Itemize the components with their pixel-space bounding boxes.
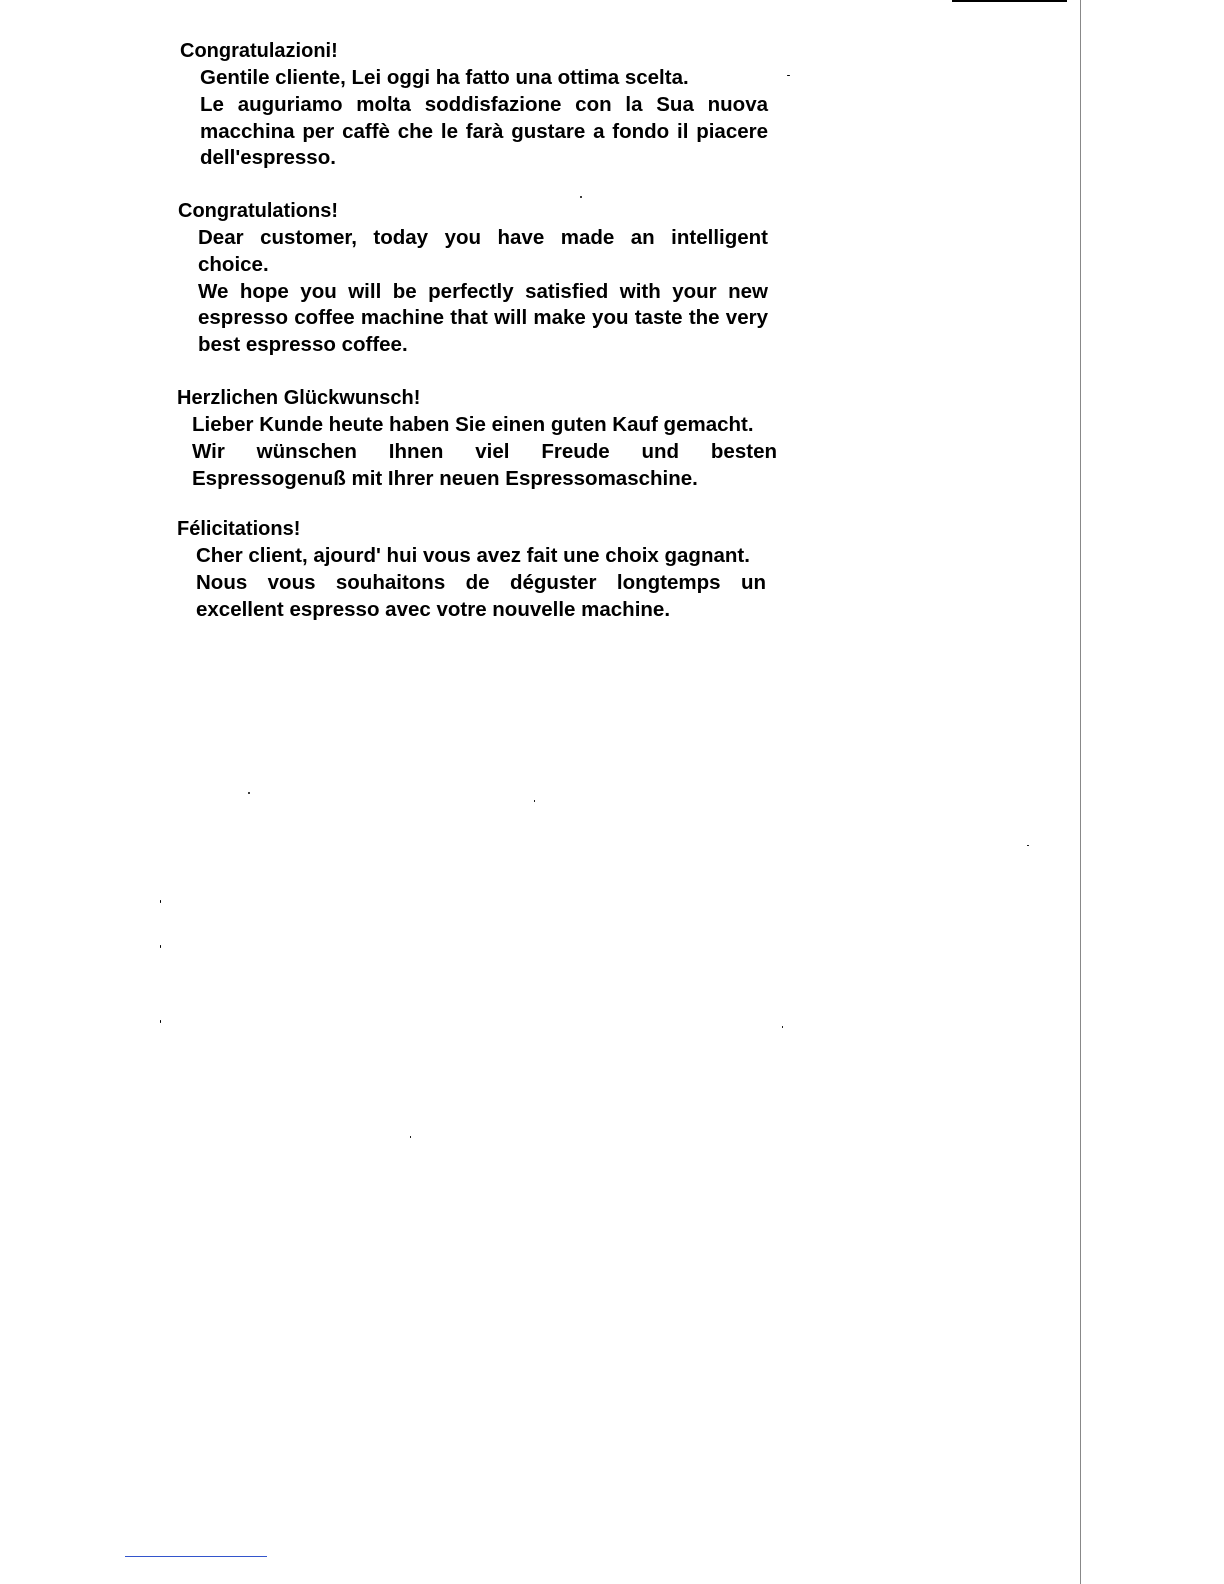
scan-speck [248,792,250,794]
english-line-2: We hope you will be perfectly satisfied with your new espresso coffee machine that will make you taste the very best espresso coffee. [198,279,768,357]
bottom-rule [125,1556,267,1557]
scan-speck [787,75,790,76]
french-line-2: Nous vous souhaitons de déguster longtemps un excellent espresso avec votre nouvelle machine. [196,570,766,621]
german-line-2: Wir wünschen Ihnen viel Freude und besten Espressogenuß mit Ihrer neuen Espressomaschine. [192,439,777,490]
section-german [177,385,777,492]
english-line-1: Dear customer, today you have made an intelligent choice. [198,226,768,276]
german-line-1: Lieber Kunde heute haben Sie einen guten Kauf gemacht. [192,413,754,436]
heading-italian: Congratulazioni! [180,40,338,62]
french-line-1: Cher client, ajourd' hui vous avez fait une choix gagnant. [196,544,750,567]
heading-french: Félicitations! [177,518,301,540]
heading-german: Herzlichen Glückwunsch! [177,387,421,409]
scan-speck [160,900,161,903]
scan-speck [410,1136,411,1138]
scan-speck [160,945,161,948]
scan-speck [580,196,582,198]
italian-line-2: Le auguriamo molta soddisfazione con la Sua nuova macchina per caffè che le farà gustare a fondo il piacere dell'espresso. [200,92,768,170]
top-rule [952,0,1067,2]
heading-english: Congratulations! [178,200,338,222]
section-english [178,198,778,359]
scan-speck [160,1020,161,1023]
section-italian [180,38,780,172]
scan-speck [1027,845,1029,846]
scan-speck [782,1026,783,1028]
page-right-border [1080,0,1081,1584]
italian-line-1: Gentile cliente, Lei oggi ha fatto una ottima scelta. [200,66,689,89]
section-french [177,516,777,623]
scan-speck [534,800,535,802]
